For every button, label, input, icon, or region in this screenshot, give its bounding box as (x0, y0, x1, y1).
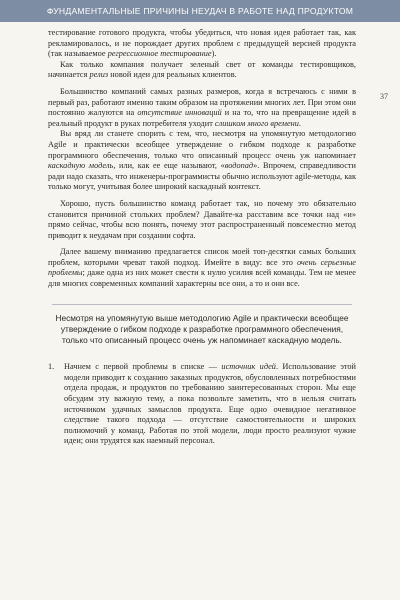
text-run: Начнем с первой проблемы в списке — (64, 362, 222, 372)
text-run: ». Впрочем, справедливости ради надо сказать, что инженеры-программисты обычно используют agile-методы, как только могут, учитывая более широкий каскадный контекст. (48, 161, 356, 192)
italic-term: водопад (224, 161, 254, 171)
text-run: , или, как ее еще называют, « (113, 161, 225, 171)
text-run: ; даже одна из них может свести к нулю усилия всей команды. Тем не менее для многих современных компаний характерны все они, а то и они все. (48, 268, 356, 289)
paragraph-5 (48, 199, 356, 241)
text-run: тестирование готового продукта, чтобы убедиться, что новая идея работает так, как рекламировалось, и не порождает других проблем с предыдущей версией продукта (так называемое (48, 28, 356, 59)
paragraph-6 (48, 247, 356, 289)
text-run: . (298, 118, 301, 128)
running-header (0, 0, 400, 22)
pull-quote-rule (52, 304, 352, 305)
italic-term: отсутствие инноваций (137, 108, 222, 118)
text-run: . Использование этой модели приводит к созданию заказных продуктов, обусловленных потребностями отдела продаж, и продуктов по требованию заинтересованных сторон. Мы еще обсудим эту важную тему, а пока позвольте заметить, что в нельзя считать источником удачных замыслов продукта. Еще одно очевидное негативное следствие такого подхода — отсутствие самостоятельности и широких полномочий у команд. Работая по этой модели, люди просто реализуют чужие идеи; они трудятся как наемный персонал. (64, 362, 356, 446)
paragraph-2 (48, 60, 356, 81)
text-run: новой идеи для реальных клиентов. (108, 70, 237, 80)
text-run: и на то, что на превращение идей в реальный продукт в руках потребителя уходит (48, 108, 356, 128)
pull-quote (48, 304, 356, 347)
paragraph-3 (48, 87, 356, 129)
page-number: 37 (380, 92, 388, 101)
text-run: ). (211, 49, 217, 59)
italic-term: очень серьезные проблемы (48, 257, 356, 278)
text-run: Как только компания получает зеленый свет от команды тестировщиков, начинается (48, 59, 356, 80)
text-run: Хорошо, пусть большинство команд работает так, но почему это обязательно становится причиной стольких проблем? Давайте-ка расставим все точки над «и» прямо сейчас, чтобы всю понять, почему этот распространенный повсеместно метод приводит к неудачам при создании софта. (48, 198, 356, 240)
italic-term: каскадную модель (48, 161, 114, 171)
italic-term: релиз (89, 70, 109, 80)
list-item-body (64, 362, 356, 447)
running-header-title: ФУНДАМЕНТАЛЬНЫЕ ПРИЧИНЫ НЕУДАЧ В РАБОТЕ НАД ПРОДУКТОМ (46, 6, 354, 16)
italic-term: регрессионное тестирование (107, 49, 212, 59)
italic-term: источник идей (221, 362, 276, 372)
paragraph-4 (48, 129, 356, 193)
text-run: Большинство компаний самых разных размеров, когда я встречаюсь с ними в первый раз, работают именно таким образом на протяжении многих лет. При этом они постоянно жалуются на (48, 86, 356, 118)
paragraph-1 (48, 28, 356, 60)
list-item (48, 362, 356, 447)
text-run: Вы вряд ли станете спорить с тем, что, несмотря на упомянутую методологию Agile и практически всеобщее утверждение о гибком подходе к разработке программного обеспечения, только что описанный процесс очень уж напоминает (48, 129, 356, 160)
list-item-number: 1. (48, 362, 55, 372)
pull-quote-text: Несмотря на упомянутую выше методологию Agile и практически всеобщее утверждение о гибком подходе к разработке программного обеспечения, только что описанный процесс очень уж напоминает каскадную модель. (55, 312, 349, 346)
italic-term: слишком много времени (214, 118, 299, 128)
page-content (48, 28, 356, 447)
text-run: Далее вашему вниманию предлагается список моей топ-десятки самых больших проблем, которыми чреват такой подход. Имейте в виду: все это (48, 247, 356, 267)
